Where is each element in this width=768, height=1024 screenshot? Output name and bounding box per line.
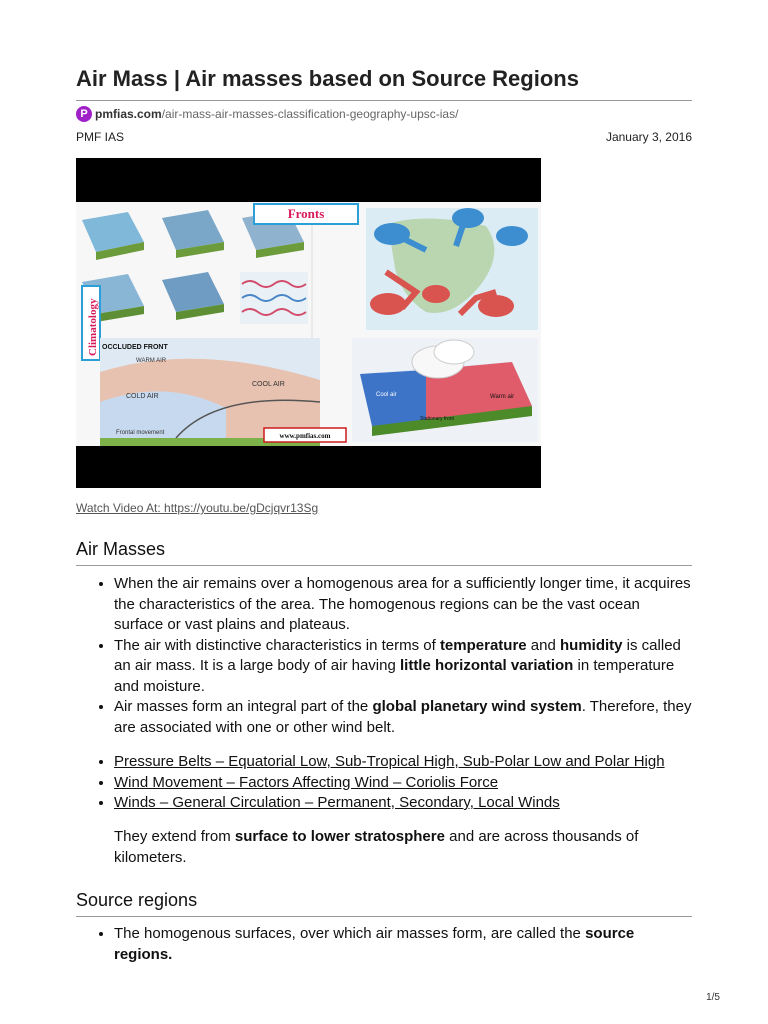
list-item: • The homogenous surfaces, over which air masses form, are called the source regions. bbox=[114, 924, 692, 965]
page-title: Air Mass | Air masses based on Source Regions bbox=[76, 64, 692, 101]
fronts-label: Fronts bbox=[287, 206, 325, 221]
cool-air-small-label: Cool air bbox=[376, 392, 397, 398]
warm-air-small-label: Warm air bbox=[490, 394, 515, 400]
link-pressure-belts[interactable]: Pressure Belts – Equatorial Low, Sub-Tropical High, Sub-Polar Low and Polar High bbox=[114, 753, 665, 770]
section-heading-source-regions: Source regions bbox=[76, 889, 692, 917]
air-masses-points bbox=[76, 574, 692, 738]
list-item bbox=[114, 773, 692, 794]
pmfias-logo-icon: P bbox=[76, 106, 92, 122]
source-url-link[interactable] bbox=[95, 107, 458, 121]
list-item bbox=[114, 752, 692, 773]
date: January 3, 2016 bbox=[605, 130, 692, 144]
warm-air-label: WARM AIR bbox=[136, 358, 167, 364]
video-thumbnail bbox=[76, 202, 541, 446]
source-domain: pmfias.com bbox=[95, 107, 162, 121]
list-item bbox=[114, 793, 692, 814]
source-line bbox=[76, 106, 458, 122]
air-mass-map bbox=[366, 208, 538, 330]
related-links bbox=[76, 752, 692, 814]
source-path: /air-mass-air-masses-classification-geography-upsc-ias/ bbox=[161, 107, 459, 121]
cool-air-label: COOL AIR bbox=[252, 381, 285, 388]
list-item: • The air with distinctive characteristics in terms of temperature and humidity is called an air mass. It is a large body of air having little horizontal variation in temperature and moisture. bbox=[114, 636, 692, 698]
occluded-front-panel bbox=[100, 338, 346, 446]
link-winds-circulation[interactable]: Winds – General Circulation – Permanent, Secondary, Local Winds bbox=[114, 794, 560, 811]
list-item: • When the air remains over a homogenous area for a sufficiently longer time, it acquires the characteristics of the area. The homogenous regions can be the vast ocean surface or vast plains and plateaus. bbox=[114, 574, 692, 636]
extent-paragraph: They extend from surface to lower stratosphere and are across thousands of kilometers. bbox=[114, 828, 639, 866]
air-mass-collage-image bbox=[76, 202, 541, 446]
list-item: • Air masses form an integral part of the global planetary wind system. Therefore, they are associated with one or other wind belt. bbox=[114, 697, 692, 738]
cold-air-label: COLD AIR bbox=[126, 393, 159, 400]
author: PMF IAS bbox=[76, 130, 125, 144]
source-regions-points bbox=[76, 924, 692, 965]
stationary-front-block bbox=[352, 338, 538, 442]
section-heading-air-masses: Air Masses bbox=[76, 538, 692, 566]
pmfias-url-label: www.pmfias.com bbox=[279, 432, 331, 440]
video-embed[interactable] bbox=[76, 158, 541, 488]
stationary-front-label: Stationary front bbox=[420, 416, 454, 422]
frontal-movement-label: Frontal movement bbox=[116, 430, 165, 436]
occluded-front-label: OCCLUDED FRONT bbox=[102, 344, 168, 351]
page-number: 1/5 bbox=[706, 992, 720, 1003]
watch-video-link[interactable]: Watch Video At: https://youtu.be/gDcjqvr13Sg bbox=[76, 501, 319, 515]
climatology-label: Climatology bbox=[87, 298, 99, 356]
link-wind-movement[interactable]: Wind Movement – Factors Affecting Wind – Coriolis Force bbox=[114, 773, 499, 791]
